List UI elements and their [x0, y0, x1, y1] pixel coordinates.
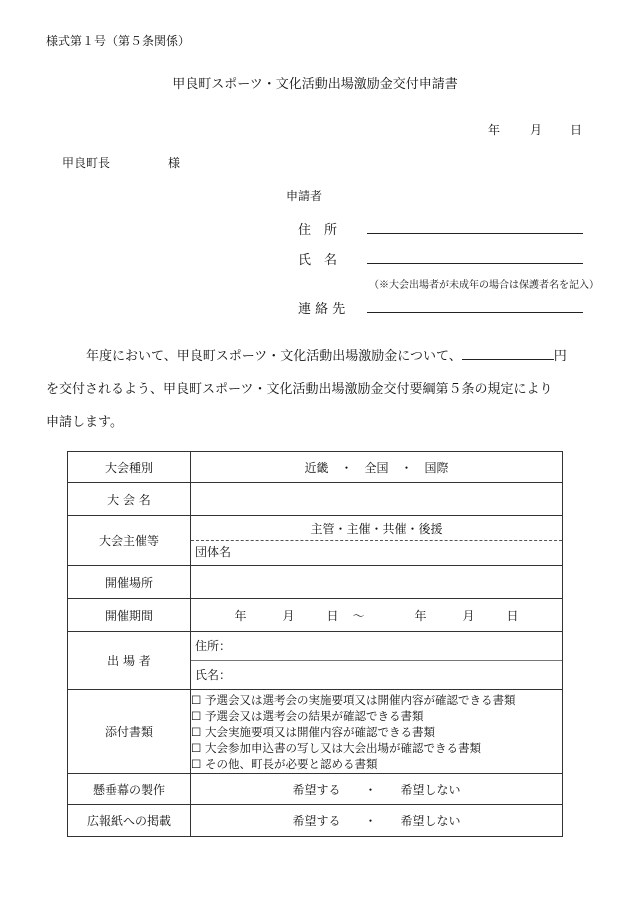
amount-field[interactable] — [462, 347, 554, 360]
table-row — [68, 566, 563, 599]
name-field[interactable] — [367, 249, 583, 264]
participant-name-field[interactable]: 氏名： — [195, 668, 232, 682]
period-start-month: 月 — [282, 608, 295, 623]
participant-address-field[interactable]: 住所： — [191, 632, 562, 661]
table-row — [68, 632, 563, 690]
table-row — [68, 452, 563, 483]
organizer-group-field[interactable]: 団体名 — [195, 545, 232, 559]
period-field[interactable] — [191, 599, 563, 632]
organizer-cell — [191, 516, 563, 566]
date-year: 年 — [488, 123, 501, 137]
newsletter-option-yes[interactable]: 希望する — [292, 814, 341, 828]
banner-option-no[interactable]: 希望しない — [400, 782, 461, 797]
period-start-year: 年 — [234, 608, 247, 623]
attachments-checklist — [191, 690, 563, 774]
type-options[interactable] — [191, 452, 563, 483]
table-row — [68, 774, 563, 805]
attachment-checkbox[interactable]: ☐ その他、町長が必要と認める書類 — [191, 756, 378, 771]
banner-option-yes[interactable]: 希望する — [292, 782, 341, 797]
attachment-checkbox[interactable]: ☐ 大会参加申込書の写し又は大会出場が確認できる書類 — [191, 740, 481, 755]
date-month: 月 — [530, 123, 543, 137]
body-line-1 — [86, 345, 567, 364]
separator-dot: ・ — [340, 460, 353, 475]
banner-options — [191, 774, 563, 805]
separator-dot: ・ — [364, 782, 377, 797]
attachment-checkbox[interactable]: ☐ 大会実施要項又は開催内容が確認できる書類 — [191, 724, 435, 739]
banner-label: 懸垂幕の製作 — [68, 774, 191, 805]
participant-label: 出 場 者 — [68, 632, 191, 690]
type-label: 大会種別 — [68, 452, 191, 483]
table-row — [68, 483, 563, 516]
type-option-kinki[interactable]: 近畿 — [304, 460, 329, 475]
attachment-checkbox[interactable]: ☐ 予選会又は選考会の実施要項又は開催内容が確認できる書類 — [191, 692, 516, 707]
addressee-name: 甲良町長 — [62, 156, 111, 170]
newsletter-option-no[interactable]: 希望しない — [400, 814, 461, 828]
address-field[interactable] — [367, 219, 583, 234]
guardian-note: （※大会出場者が未成年の場合は保護者名を記入） — [369, 280, 599, 291]
name-label: 氏 名 — [298, 253, 338, 268]
period-label: 開催期間 — [68, 599, 191, 632]
table-row — [68, 516, 563, 566]
newsletter-options — [191, 805, 563, 837]
address-label: 住 所 — [298, 223, 338, 238]
separator-dot: ・ — [364, 814, 377, 828]
body-line-1-text: 年度において、甲良町スポーツ・文化活動出場激励金について、 — [86, 349, 462, 364]
type-option-national[interactable]: 全国 — [364, 460, 389, 475]
contact-field[interactable] — [367, 298, 583, 313]
table-row — [68, 805, 563, 837]
venue-field[interactable] — [191, 566, 563, 599]
period-tilde: ～ — [352, 608, 365, 623]
date-day: 日 — [570, 123, 583, 137]
body-line-2: を交付されるよう、甲良町スポーツ・文化活動出場激励金交付要綱第５条の規定により — [46, 382, 553, 397]
event-name-label: 大 会 名 — [68, 483, 191, 516]
contact-label: 連 絡 先 — [298, 302, 346, 317]
period-end-day: 日 — [506, 608, 519, 623]
organizer-label: 大会主催等 — [68, 516, 191, 566]
body-line-3: 申請します。 — [46, 415, 123, 430]
type-option-international[interactable]: 国際 — [424, 460, 449, 475]
venue-label: 開催場所 — [68, 566, 191, 599]
table-row — [68, 599, 563, 632]
period-start-day: 日 — [326, 608, 339, 623]
newsletter-label: 広報紙への掲載 — [68, 805, 191, 837]
addressee — [62, 154, 180, 171]
form-number: 様式第１号（第５条関係） — [46, 34, 191, 48]
period-end-year: 年 — [414, 608, 427, 623]
application-table — [67, 451, 563, 837]
period-end-month: 月 — [462, 608, 475, 623]
table-row — [68, 690, 563, 774]
attachment-checkbox[interactable]: ☐ 予選会又は選考会の結果が確認できる書類 — [191, 708, 424, 723]
addressee-honorific: 様 — [168, 156, 181, 170]
applicant-heading: 申請者 — [286, 189, 323, 203]
form-title: 甲良町スポーツ・文化活動出場激励金交付申請書 — [172, 77, 458, 92]
separator-dot: ・ — [400, 460, 413, 475]
attachments-label: 添付書類 — [68, 690, 191, 774]
yen-unit: 円 — [553, 349, 567, 364]
event-name-field[interactable] — [191, 483, 563, 516]
participant-cell — [191, 632, 563, 690]
organizer-roles[interactable]: 主管・主催・共催・後援 — [191, 518, 562, 541]
